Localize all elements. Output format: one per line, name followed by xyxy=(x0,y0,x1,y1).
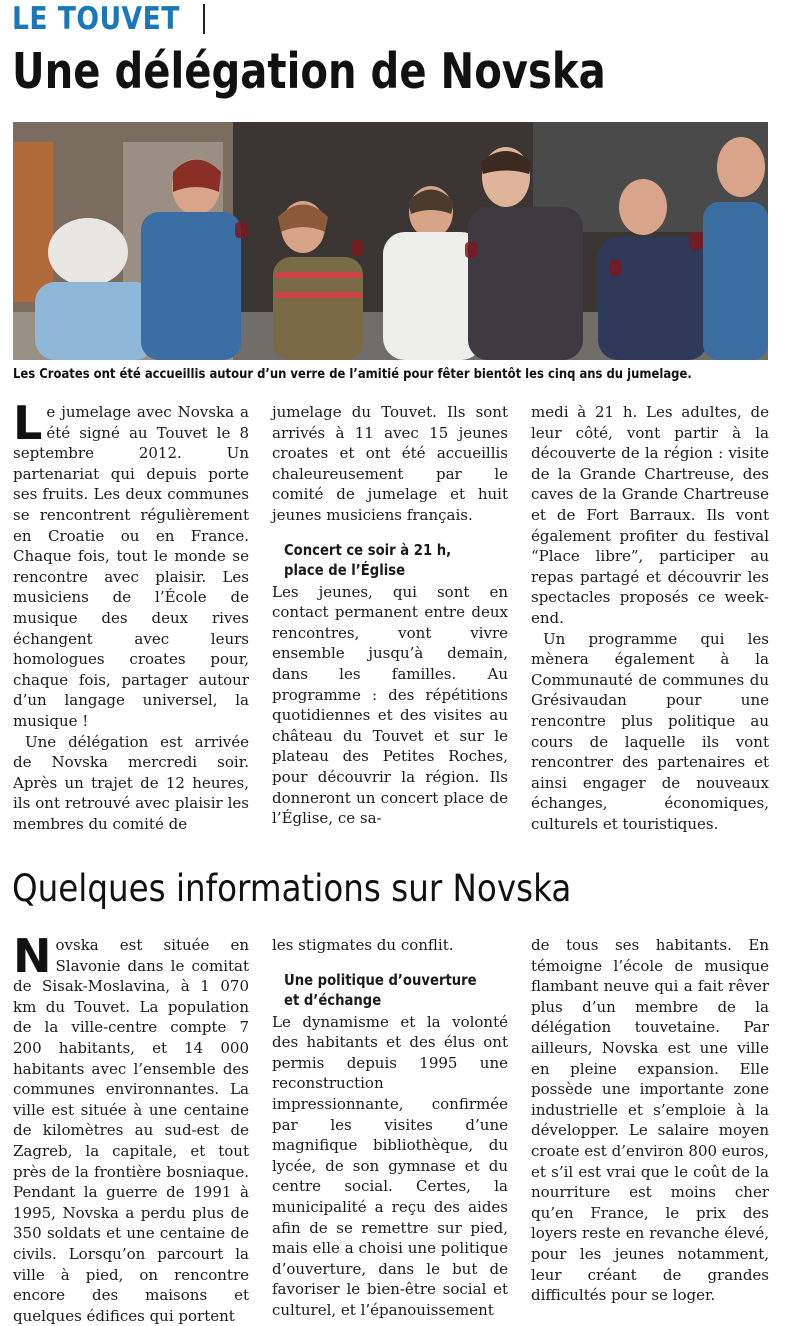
group-photo-illustration xyxy=(13,122,768,360)
article2-col1-paragraph1: ovska est située en Slavonie dans le comitat de Sisak-Moslavina, à 1 070 km du Touvet. La population de la ville-centre compte 7 200 habitants, et 14 000 habitants avec l’ensemble des communes environnantes. La ville est située à une centaine de kilomètres au sud-est de Zagreb, la capitale, et tout près de la frontière bosniaque. Pendant la guerre de 1991 à 1995, Novska a perdu plus de 350 soldats et une centaine de civils. Lorsqu’on parcourt la ville à pied, on rencontre encore des maisons et quelques édifices qui portent xyxy=(13,936,249,1325)
article2-column-1 xyxy=(13,929,249,1326)
headline: Une délégation de Novska xyxy=(12,43,606,100)
article1-col1-paragraph1: e jumelage avec Novska a été signé au Touvet le 8 septembre 2012. Un partenariat qui depuis porte ses fruits. Les deux communes se rencontrent régulièrement en Croatie ou en France. Chaque fois, tout le monde se rencontre avec plaisir. Les musiciens de l’École de musique des deux rives échangent avec leurs homologues croates pour, chaque fois, partager autour d’un langage universel, la musique ! xyxy=(13,403,249,730)
article2-column-3 xyxy=(531,935,769,1306)
article1-col2-paragraph1: jumelage du Touvet. Ils sont arrivés à 11 avec 15 jeunes croates et ont été accueillis chaleureusement par le comité de jumelage et huit jeunes musiciens français. xyxy=(272,403,508,524)
article2-column-2 xyxy=(272,935,508,1321)
article1-column-3 xyxy=(531,402,769,834)
section-label: LE TOUVET xyxy=(12,1,180,37)
article1-col3-paragraph1: medi à 21 h. Les adultes, de leur côté, vont partir à la découverte de la région : visite de la Grande Chartreuse, des caves de la Grande Chartreuse et de Fort Barraux. Ils vont également profiter du festival “Place libre”, participer au repas partagé et découvrir les spectacles proposés ce week-end. xyxy=(531,403,769,627)
article2-col2-paragraph1: les stigmates du conflit. xyxy=(272,936,454,954)
group-photo xyxy=(13,122,768,360)
photo-caption: Les Croates ont été accueillis autour d’un verre de l’amitié pour fêter bientôt les cinq ans du jumelage. xyxy=(13,366,692,382)
article1-subhead: Concert ce soir à 21 h, place de l’Église xyxy=(284,540,452,579)
dropcap: L xyxy=(13,396,43,450)
article1-col1-paragraph2: Une délégation est arrivée de Novska mercredi soir. Après un trajet de 12 heures, ils ont retrouvé avec plaisir les membres du comité de xyxy=(13,732,249,833)
section2-title: Quelques informations sur Novska xyxy=(12,867,572,910)
article2-col3-paragraph1: de tous ses habitants. En témoigne l’école de musique flambant neuve qui a fait rêver plus d’un membre de la délégation touvetaine. Par ailleurs, Novska est une ville en pleine expansion. Elle possède une importante zone industrielle et s’emploie à la développer. Le salaire moyen croate est d’environ 800 euros, et s’il est vrai que le coût de la nourriture est moins cher qu’en France, le prix des loyers reste en revanche élevé, pour les jeunes notamment, leur créant de grandes difficultés pour se loger. xyxy=(531,936,770,1305)
article2-col2-paragraph2: Le dynamisme et la volonté des habitants et des élus ont permis depuis 1995 une reconstruction impressionnante, confirmée par les visites d’une magnifique bibliothèque, du lycée, de son gymnase et du centre social. Certes, la municipalité a reçu des aides afin de se remettre sur pied, mais elle a choisi une politique d’ouverture, dans le but de favoriser le bien-être social et culturel, et l’épanouissement xyxy=(272,1012,508,1319)
section-divider xyxy=(203,4,205,34)
article1-col2-paragraph2: Les jeunes, qui sont en contact permanent entre deux rencontres, vont vivre ensemble jusqu’à demain, dans les familles. Au programme : des répétitions quotidiennes et des visites au château du Touvet et sur le plateau des Petites Roches, pour découvrir la région. Ils donneront un concert place de l’Église, ce sa- xyxy=(272,582,508,828)
article1-column-2 xyxy=(272,402,508,829)
article2-subhead: Une politique d’ouverture et d’échange xyxy=(284,970,477,1009)
article1-col3-paragraph2: Un programme qui les mènera également à la Communauté de communes du Grésivaudan pour une rencontre plus politique au cours de laquelle ils vont rencontrer des partenaires et ainsi engager de nouveaux échanges, économiques, culturels et touristiques. xyxy=(531,629,769,833)
dropcap: N xyxy=(13,929,52,983)
article1-column-1 xyxy=(13,396,249,834)
